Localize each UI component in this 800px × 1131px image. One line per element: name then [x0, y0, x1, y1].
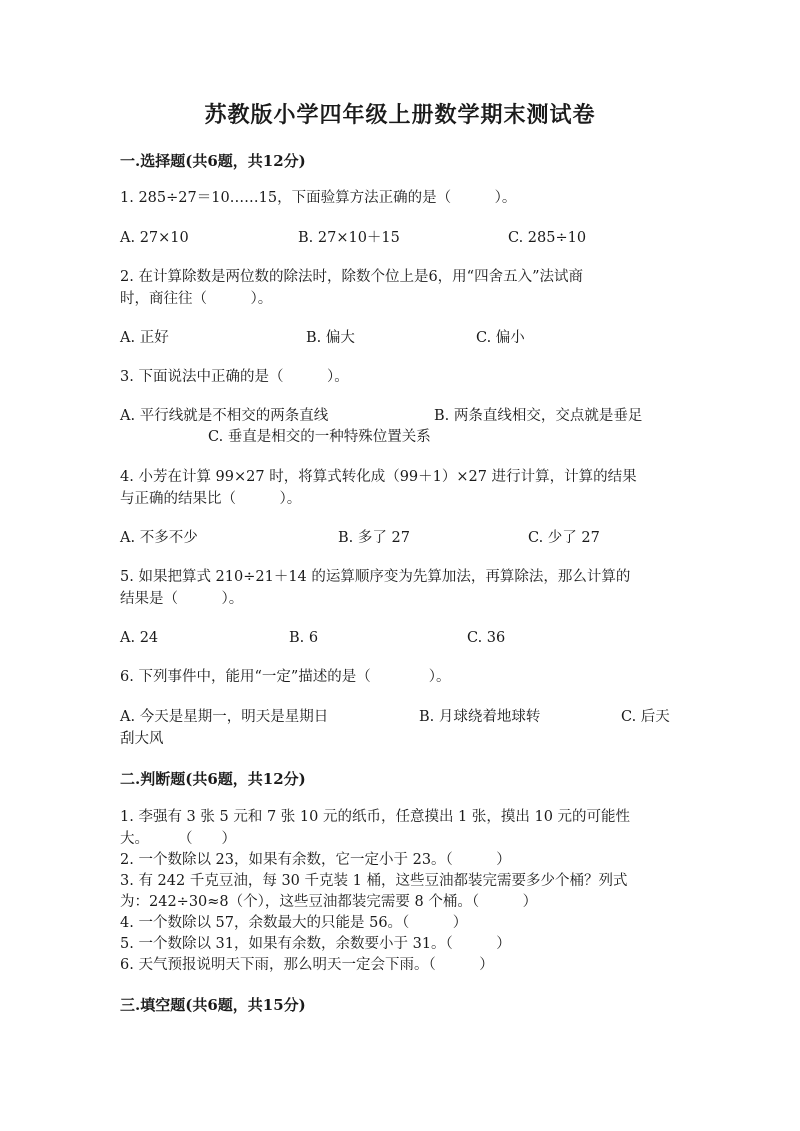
option-b: B. 多了 27 — [338, 530, 410, 546]
option-b: B. 偏大 — [306, 330, 355, 346]
question-stem: 3. 下面说法中正确的是（ ）。 — [120, 369, 349, 385]
question-stem: 5. 如果把算式 210÷21＋14 的运算顺序变为先算加法，再算除法，那么计算的 — [120, 569, 631, 585]
question-stem-continued: 与正确的结果比（ ）。 — [120, 491, 302, 507]
option-c: C. 少了 27 — [528, 530, 600, 546]
question-stem: 6. 下列事件中，能用“一定”描述的是（ ）。 — [120, 669, 451, 685]
option-b: B. 月球绕着地球转 — [419, 709, 541, 725]
option-c: C. 垂直是相交的一种特殊位置关系 — [208, 429, 431, 445]
question-stem: 2. 在计算除数是两位数的除法时，除数个位上是6，用“四舍五入”法试商 — [120, 269, 583, 285]
judgement-line: 为：242÷30≈8（个），这些豆油都装完需要 8 个桶。（ ） — [120, 894, 538, 910]
option-c: C. 285÷10 — [508, 230, 587, 246]
page-title: 苏教版小学四年级上册数学期末测试卷 — [204, 102, 596, 128]
section-heading-judgement: 二.判断题(共6题，共12分) — [120, 770, 306, 788]
option-c: C. 后天 — [621, 709, 670, 725]
question-stem-continued: 时，商往往（ ）。 — [120, 291, 273, 307]
section-heading-fill-in: 三.填空题(共6题，共15分) — [120, 996, 306, 1014]
option-b: B. 6 — [289, 630, 319, 646]
question-stem-continued: 结果是（ ）。 — [120, 591, 244, 607]
option-a: A. 正好 — [120, 330, 169, 346]
option-a: A. 27×10 — [120, 230, 189, 246]
option-c-continued: 刮大风 — [120, 731, 164, 747]
judgement-line: 大。 （ ） — [120, 831, 236, 847]
option-a: A. 24 — [120, 630, 159, 646]
option-c: C. 偏小 — [476, 330, 525, 346]
option-a: A. 平行线就是不相交的两条直线 — [120, 408, 329, 424]
judgement-line: 2. 一个数除以 23，如果有余数，它一定小于 23。（ ） — [120, 852, 511, 868]
option-a: A. 今天是星期一，明天是星期日 — [120, 709, 329, 725]
judgement-line: 5. 一个数除以 31，如果有余数，余数要小于 31。（ ） — [120, 936, 511, 952]
judgement-line: 3. 有 242 千克豆油，每 30 千克装 1 桶，这些豆油都装完需要多少个桶？列式 — [120, 873, 628, 889]
question-stem: 4. 小芳在计算 99×27 时，将算式转化成（99＋1）×27 进行计算，计算的结果 — [120, 469, 637, 485]
judgement-line: 4. 一个数除以 57，余数最大的只能是 56。（ ） — [120, 915, 468, 931]
judgement-line: 1. 李强有 3 张 5 元和 7 张 10 元的纸币，任意摸出 1 张，摸出 10 元的可能性 — [120, 809, 631, 825]
option-c: C. 36 — [467, 630, 506, 646]
judgement-line: 6. 天气预报说明天下雨，那么明天一定会下雨。（ ） — [120, 957, 494, 973]
question-stem: 1. 285÷27＝10……15，下面验算方法正确的是（ ）。 — [120, 190, 517, 206]
option-a: A. 不多不少 — [120, 530, 198, 546]
option-b: B. 两条直线相交，交点就是垂足 — [434, 408, 643, 424]
option-b: B. 27×10＋15 — [298, 230, 400, 246]
section-heading-choice: 一.选择题(共6题，共12分) — [120, 152, 306, 170]
